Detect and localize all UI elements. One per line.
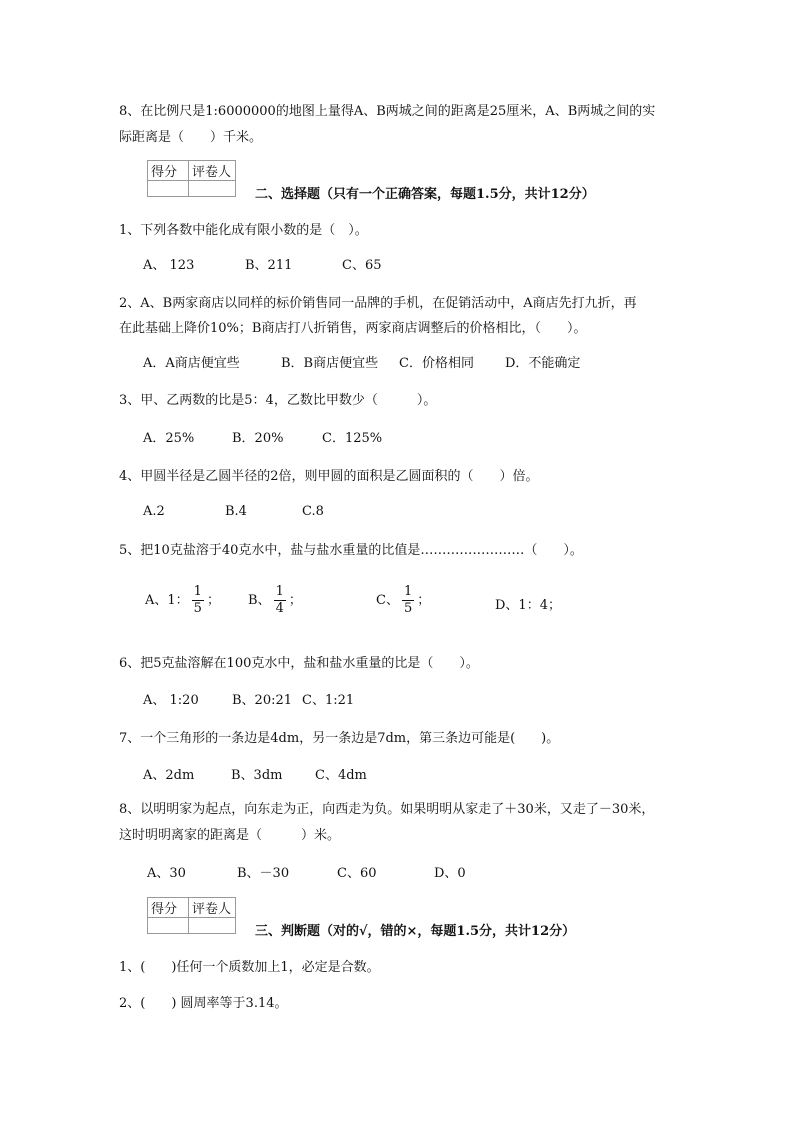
- denominator: 4: [275, 601, 284, 616]
- fraction: [192, 584, 204, 617]
- question-text: 8、在比例尺是1:6000000的地图上量得A、B两城之间的距离是25厘米，A、B两城之间的实: [119, 104, 656, 119]
- question-text: 1、( )任何一个质数加上1，必定是合数。: [119, 960, 380, 975]
- option-c: C、1:21: [302, 693, 355, 708]
- option-a: [145, 584, 220, 617]
- option-b: B．B商店便宜些: [281, 356, 379, 371]
- option-b: B、3dm: [231, 768, 283, 783]
- option-b: [248, 584, 302, 617]
- question-text: 2、( ) 圆周率等于3.14。: [119, 996, 288, 1011]
- option-prefix: C、: [376, 593, 399, 608]
- question-text: 4、甲圆半径是乙圆半径的2倍，则甲圆的面积是乙圆面积的（ ）倍。: [119, 469, 539, 484]
- numerator: 1: [275, 584, 284, 599]
- option-c: C、60: [337, 866, 377, 881]
- question-text: 际距离是（ ）千米。: [119, 130, 263, 145]
- numerator: 1: [193, 584, 202, 599]
- option-prefix: A、1：: [145, 593, 189, 608]
- question-text: 7、一个三角形的一条边是4dm，另一条边是7dm，第三条边可能是( )。: [119, 731, 560, 746]
- option-a: A．A商店便宜些: [143, 356, 240, 371]
- grader-cell: [189, 181, 236, 197]
- option-a: A、 123: [143, 258, 195, 273]
- denominator: 5: [403, 601, 413, 616]
- option-a: A、30: [147, 866, 186, 881]
- option-b: B、211: [245, 258, 293, 273]
- score-cell: [148, 181, 189, 197]
- question-text: 3、甲、乙两数的比是5：4，乙数比甲数少（ ）。: [119, 393, 437, 408]
- option-b: B．20%: [232, 431, 284, 446]
- option-c: C、65: [342, 258, 382, 273]
- question-text: 2、A、B两家商店以同样的标价销售同一品牌的手机，在促销活动中，A商店先打九折，再: [119, 296, 637, 311]
- option-b: B、－30: [237, 866, 290, 881]
- option-c: C.8: [302, 504, 324, 519]
- numerator: 1: [403, 584, 413, 599]
- grader-label: 评卷人: [189, 898, 236, 918]
- option-b: B.4: [225, 504, 247, 519]
- option-c: [376, 584, 430, 617]
- score-label: 得分: [148, 898, 189, 918]
- fraction: [402, 584, 414, 617]
- section-title: 三、判断题（对的√，错的×，每题1.5分，共计12分）: [255, 924, 576, 939]
- option-a: A.2: [143, 504, 165, 519]
- option-suffix: ；: [206, 593, 220, 608]
- option-suffix: ；: [288, 593, 302, 608]
- denominator: 5: [193, 601, 202, 616]
- option-d: D、1：4；: [495, 598, 561, 613]
- score-cell: [148, 918, 189, 934]
- option-c: C、4dm: [315, 768, 367, 783]
- question-text: 在此基础上降价10%；B商店打八折销售，两家商店调整后的价格相比，（ ）。: [119, 321, 587, 336]
- score-box: [147, 897, 236, 934]
- question-text: 5、把10克盐溶于40克水中，盐与盐水重量的比值是……………………（ ）。: [119, 543, 583, 558]
- option-suffix: ；: [417, 593, 431, 608]
- option-b: B、20:21: [232, 693, 293, 708]
- option-d: D．不能确定: [505, 356, 581, 371]
- option-c: C．价格相同: [399, 356, 474, 371]
- question-text: 6、把5克盐溶解在100克水中，盐和盐水重量的比是（ ）。: [119, 656, 479, 671]
- option-a: A．25%: [143, 431, 195, 446]
- option-d: D、0: [434, 866, 466, 881]
- section-title: 二、选择题（只有一个正确答案，每题1.5分，共计12分）: [255, 187, 595, 202]
- question-text: 这时明明离家的距离是（ ）米。: [119, 828, 341, 843]
- option-a: A、 1:20: [143, 693, 199, 708]
- question-text: 8、以明明家为起点，向东走为正，向西走为负。如果明明从家走了＋30米，又走了－30米，: [119, 802, 655, 817]
- score-box: [147, 160, 236, 197]
- grader-label: 评卷人: [189, 161, 236, 181]
- score-label: 得分: [148, 161, 189, 181]
- option-prefix: B、: [248, 593, 271, 608]
- question-text: 1、下列各数中能化成有限小数的是（ ）。: [119, 223, 368, 238]
- grader-cell: [189, 918, 236, 934]
- option-a: A、2dm: [143, 768, 195, 783]
- fraction: [274, 584, 286, 617]
- option-c: C．125%: [322, 431, 383, 446]
